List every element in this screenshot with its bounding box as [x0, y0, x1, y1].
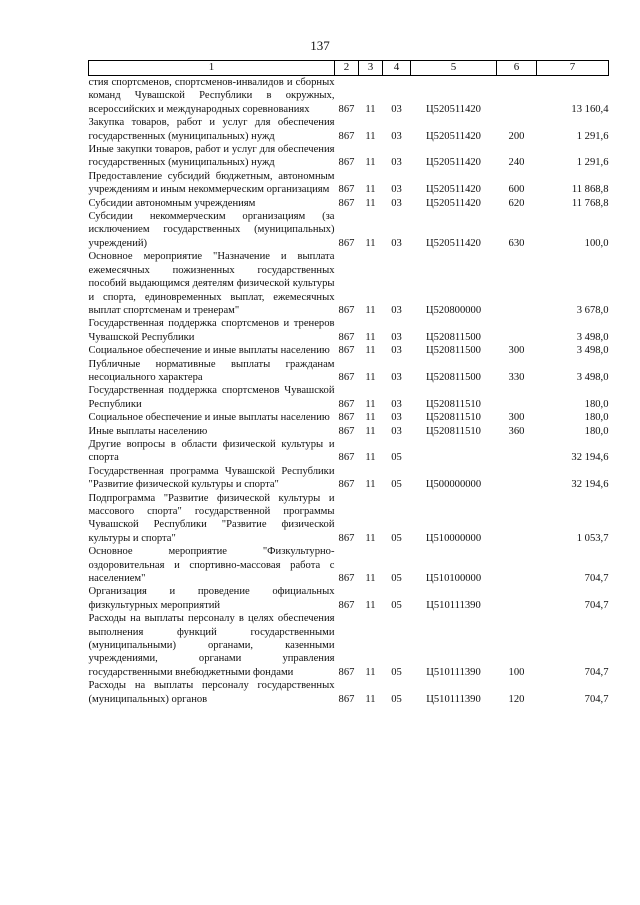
table-row [89, 384, 609, 411]
row-code-expense-type [497, 492, 537, 546]
table-row [89, 344, 609, 357]
row-code-expense-type [497, 250, 537, 317]
row-amount: 13 160,4 [571, 103, 609, 115]
row-code-admin: 867 [338, 157, 355, 169]
row-code-admin: 867 [338, 573, 355, 585]
row-code-section: 11 [365, 331, 376, 343]
row-name: Закупка товаров, работ и услуг для обеспечения государственных (муниципальных) нужд [88, 117, 335, 142]
row-code-target: Ц510100000 [425, 573, 482, 585]
row-name: Субсидии некоммерческим организациям (за исключением государственных (муниципальных) учреждений) [88, 211, 335, 249]
row-amount: 180,0 [584, 398, 609, 410]
row-code-expense-type [497, 545, 537, 585]
row-code-section: 11 [365, 304, 376, 316]
row-code-section: 11 [365, 532, 376, 544]
row-amount: 3 498,0 [576, 371, 609, 383]
row-code-section: 11 [365, 130, 376, 142]
row-name: Подпрограмма "Развитие физической культуры и массового спорта" государственной программы Чувашской Республики "Развитие физической культуры и спорта" [88, 492, 335, 544]
row-code-subsection: 03 [391, 304, 402, 316]
row-amount: 1 291,6 [576, 130, 609, 142]
row-name: Предоставление субсидий бюджетным, автономным учреждениям и иным некоммерческим организациям [88, 170, 335, 196]
row-code-subsection: 03 [391, 237, 402, 249]
row-amount: 3 498,0 [576, 345, 609, 357]
row-name: Основное мероприятие "Физкультурно-оздоровительная и спортивно-массовая работа с населением" [88, 546, 335, 585]
row-code-admin: 867 [338, 693, 355, 705]
row-amount: 180,0 [584, 412, 609, 424]
row-name: Государственная программа Чувашской Республики "Развитие физической культуры и спорта" [88, 465, 335, 491]
row-code-target [411, 438, 497, 465]
column-header: 2 [335, 61, 359, 76]
table-row [89, 438, 609, 465]
row-code-expense-type: 240 [508, 157, 525, 169]
row-code-target: Ц520811500 [426, 331, 481, 343]
row-code-subsection: 03 [391, 331, 402, 343]
row-code-expense-type: 120 [508, 693, 525, 705]
row-name: Расходы на выплаты персоналу в целях обеспечения выполнения функций государственными (муниципальными) органами, казенными учреждениями, органами управления государственными внебюджетными фондами [88, 613, 335, 678]
row-code-admin: 867 [338, 184, 355, 196]
row-amount: 704,7 [584, 599, 609, 611]
row-name: Основное мероприятие "Назначение и выплата ежемесячных пожизненных государственных пособий выдающимся деятелям физической культуры и спорта, единовременных выплат, ежемесячных выплат спортсменам и тренерам" [88, 251, 335, 316]
table-row [89, 679, 609, 706]
row-code-target: Ц520511420 [426, 103, 481, 115]
row-amount: 704,7 [584, 666, 609, 678]
row-code-section: 11 [365, 197, 376, 209]
row-code-section: 11 [365, 425, 376, 437]
row-code-subsection: 03 [391, 103, 402, 115]
row-code-target: Ц510111390 [426, 666, 481, 678]
table-body [89, 76, 609, 707]
row-name: Социальное обеспечение и иные выплаты населению [88, 345, 330, 357]
row-code-section: 11 [365, 345, 376, 357]
table-row [89, 317, 609, 344]
row-code-subsection: 05 [391, 666, 402, 678]
row-code-expense-type [497, 585, 537, 612]
row-code-section: 11 [365, 666, 376, 678]
table-row [89, 76, 609, 117]
column-header: 1 [89, 61, 335, 76]
row-code-target: Ц520511420 [426, 237, 481, 249]
page-number: 137 [310, 38, 330, 53]
table-row [89, 492, 609, 546]
row-code-target: Ц520511420 [426, 157, 481, 169]
row-code-section: 11 [365, 398, 376, 410]
column-header: 5 [411, 61, 497, 76]
row-code-admin: 867 [338, 130, 355, 142]
row-name: стия спортсменов, спортсменов-инвалидов и сборных команд Чувашской Республики в окружных, всероссийских и международных соревнованиях [88, 77, 335, 115]
row-amount: 3 678,0 [576, 304, 609, 316]
row-code-section: 11 [365, 157, 376, 169]
row-code-expense-type: 600 [508, 184, 525, 196]
table-header-row [89, 61, 609, 76]
row-code-expense-type: 620 [508, 197, 525, 209]
row-code-admin: 867 [338, 425, 355, 437]
row-code-subsection: 05 [391, 479, 402, 491]
row-code-admin: 867 [338, 304, 355, 316]
table-row [89, 197, 609, 210]
row-code-section: 11 [365, 693, 376, 705]
row-code-subsection: 05 [391, 599, 402, 611]
row-code-target: Ц510111390 [426, 693, 481, 705]
row-code-expense-type [497, 384, 537, 411]
row-amount: 1 291,6 [576, 157, 609, 169]
table-row [89, 425, 609, 438]
row-name: Государственная поддержка спортсменов Чувашской Республики [88, 385, 335, 410]
row-code-section: 11 [365, 184, 376, 196]
row-code-section: 11 [365, 573, 376, 585]
column-header: 7 [537, 61, 609, 76]
row-amount: 32 194,6 [571, 452, 609, 464]
row-code-expense-type: 100 [508, 666, 525, 678]
row-amount: 11 768,8 [571, 197, 609, 209]
table-row [89, 358, 609, 385]
table-row [89, 612, 609, 679]
row-code-expense-type [497, 317, 537, 344]
row-code-subsection: 03 [391, 412, 402, 424]
row-amount: 100,0 [584, 237, 609, 249]
row-code-subsection: 03 [391, 130, 402, 142]
row-code-expense-type [497, 438, 537, 465]
row-name: Иные выплаты населению [88, 425, 208, 437]
row-code-target: Ц520800000 [425, 304, 482, 316]
budget-table [88, 60, 609, 706]
row-code-expense-type [497, 76, 537, 117]
row-code-admin: 867 [338, 237, 355, 249]
row-code-admin: 867 [338, 398, 355, 410]
table-row [89, 170, 609, 197]
row-name: Субсидии автономным учреждениям [88, 197, 256, 209]
row-code-target: Ц520511420 [426, 184, 481, 196]
row-name: Организация и проведение официальных физкультурных мероприятий [88, 586, 335, 611]
row-code-subsection: 03 [391, 345, 402, 357]
row-code-section: 11 [365, 371, 376, 383]
row-code-subsection: 03 [391, 157, 402, 169]
row-code-admin: 867 [338, 371, 355, 383]
row-code-expense-type: 300 [508, 345, 525, 357]
table-row [89, 210, 609, 250]
row-code-target: Ц520811510 [426, 425, 481, 437]
row-code-target: Ц510000000 [425, 532, 482, 544]
row-code-section: 11 [365, 103, 376, 115]
row-code-target: Ц510111390 [426, 599, 481, 611]
row-code-admin: 867 [338, 345, 355, 357]
row-code-subsection: 03 [391, 197, 402, 209]
row-amount: 704,7 [584, 693, 609, 705]
row-code-admin: 867 [338, 532, 355, 544]
table-row [89, 465, 609, 492]
row-code-expense-type: 330 [508, 371, 525, 383]
row-code-section: 11 [365, 599, 376, 611]
row-code-subsection: 03 [391, 425, 402, 437]
row-amount: 1 053,7 [576, 532, 609, 544]
row-name: Социальное обеспечение и иные выплаты населению [88, 412, 330, 424]
row-code-expense-type: 200 [508, 130, 525, 142]
table-row [89, 545, 609, 585]
row-code-target: Ц520811500 [426, 345, 481, 357]
row-code-admin: 867 [338, 599, 355, 611]
row-code-expense-type: 360 [508, 425, 525, 437]
table-row [89, 143, 609, 170]
row-code-subsection: 05 [391, 452, 402, 464]
row-code-subsection: 05 [391, 532, 402, 544]
row-code-subsection: 05 [391, 693, 402, 705]
row-code-expense-type: 300 [508, 412, 525, 424]
row-code-subsection: 03 [391, 371, 402, 383]
row-code-admin: 867 [338, 479, 355, 491]
row-code-expense-type: 630 [508, 237, 525, 249]
table-row [89, 250, 609, 317]
row-code-target: Ц500000000 [425, 479, 482, 491]
row-name: Расходы на выплаты персоналу государственных (муниципальных) органов [88, 680, 335, 705]
row-name: Другие вопросы в области физической культуры и спорта [88, 438, 335, 464]
row-code-target: Ц520511420 [426, 197, 481, 209]
row-code-admin: 867 [338, 103, 355, 115]
row-code-admin: 867 [338, 452, 355, 464]
table-row [89, 585, 609, 612]
row-code-section: 11 [365, 479, 376, 491]
row-code-expense-type [497, 465, 537, 492]
row-code-target: Ц520511420 [426, 130, 481, 142]
row-amount: 180,0 [584, 425, 609, 437]
row-code-admin: 867 [338, 412, 355, 424]
column-header: 3 [359, 61, 383, 76]
row-code-subsection: 05 [391, 573, 402, 585]
row-code-section: 11 [365, 452, 376, 464]
row-amount: 32 194,6 [571, 479, 609, 491]
row-amount: 11 868,8 [571, 184, 609, 196]
table-row [89, 411, 609, 424]
row-amount: 3 498,0 [576, 331, 609, 343]
row-code-section: 11 [365, 412, 376, 424]
row-code-target: Ц520811500 [426, 371, 481, 383]
row-code-target: Ц520811510 [426, 412, 481, 424]
row-amount: 704,7 [584, 573, 609, 585]
row-code-admin: 867 [338, 331, 355, 343]
row-name: Публичные нормативные выплаты гражданам несоциального характера [88, 358, 335, 383]
column-header: 4 [383, 61, 411, 76]
row-code-section: 11 [365, 237, 376, 249]
row-name: Иные закупки товаров, работ и услуг для обеспечения государственных (муниципальных) нужд [88, 144, 335, 169]
row-name: Государственная поддержка спортсменов и тренеров Чувашской Республики [88, 318, 335, 343]
row-code-target: Ц520811510 [426, 398, 481, 410]
row-code-admin: 867 [338, 197, 355, 209]
row-code-admin: 867 [338, 666, 355, 678]
column-header: 6 [497, 61, 537, 76]
row-code-subsection: 03 [391, 398, 402, 410]
table-row [89, 116, 609, 143]
row-code-subsection: 03 [391, 184, 402, 196]
